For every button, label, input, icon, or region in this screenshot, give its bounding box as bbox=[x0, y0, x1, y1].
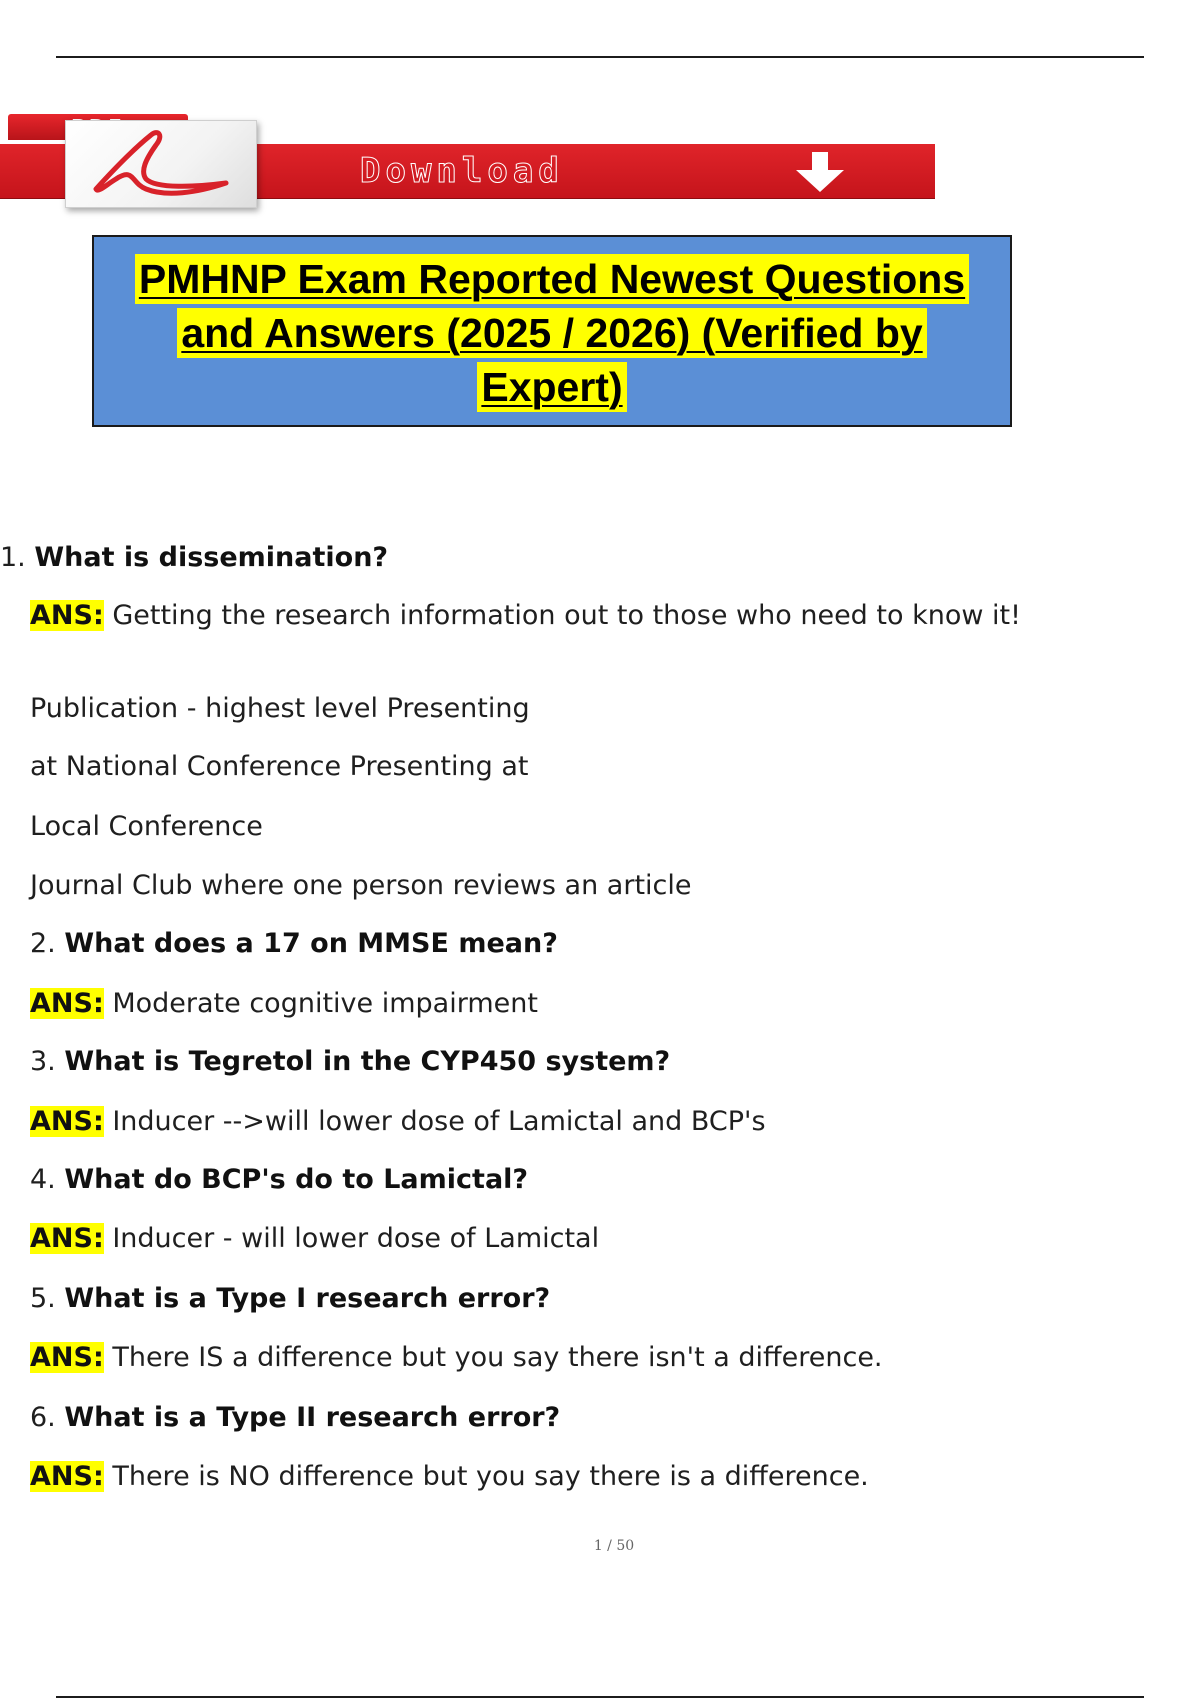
question-text: What is Tegretol in the CYP450 system? bbox=[64, 1046, 671, 1077]
answer-1-detail-3: Local Conference bbox=[30, 811, 263, 842]
question-text: What does a 17 on MMSE mean? bbox=[64, 928, 558, 959]
ans-label: ANS: bbox=[30, 1223, 104, 1254]
ans-label: ANS: bbox=[30, 1461, 104, 1492]
answer-1-detail-1: Publication - highest level Presenting bbox=[30, 693, 530, 724]
answer-2 bbox=[30, 988, 538, 1019]
question-5 bbox=[30, 1283, 550, 1314]
title-line-1: PMHNP Exam Reported Newest Questions bbox=[135, 254, 969, 304]
question-number: 1. bbox=[0, 542, 26, 573]
page-number: 1 / 50 bbox=[593, 1538, 635, 1554]
answer-text: There is NO difference but you say there is a difference. bbox=[112, 1461, 869, 1492]
answer-text: Inducer -->will lower dose of Lamictal and BCP's bbox=[112, 1106, 766, 1137]
question-text: What do BCP's do to Lamictal? bbox=[64, 1164, 529, 1195]
answer-text: Moderate cognitive impairment bbox=[112, 988, 538, 1019]
question-1 bbox=[0, 542, 388, 573]
question-2 bbox=[30, 928, 558, 959]
answer-text: Inducer - will lower dose of Lamictal bbox=[112, 1223, 600, 1254]
top-rule bbox=[56, 56, 1144, 58]
question-number: 4. bbox=[30, 1164, 56, 1195]
download-arrow-icon[interactable] bbox=[790, 150, 850, 194]
answer-1-detail-2: at National Conference Presenting at bbox=[30, 751, 529, 782]
ans-label: ANS: bbox=[30, 1342, 104, 1373]
question-text: What is a Type II research error? bbox=[64, 1402, 561, 1433]
question-number: 2. bbox=[30, 928, 56, 959]
ans-label: ANS: bbox=[30, 1106, 104, 1137]
ans-label: ANS: bbox=[30, 600, 104, 631]
answer-text: Getting the research information out to those who need to know it! bbox=[112, 600, 1021, 631]
question-number: 6. bbox=[30, 1402, 56, 1433]
pdf-document-icon bbox=[65, 120, 257, 208]
question-number: 5. bbox=[30, 1283, 56, 1314]
title-line-2: and Answers (2025 / 2026) (Verified by bbox=[177, 308, 926, 358]
answer-5 bbox=[30, 1342, 883, 1373]
question-4 bbox=[30, 1164, 528, 1195]
title-line-3: Expert) bbox=[477, 362, 626, 412]
question-number: 3. bbox=[30, 1046, 56, 1077]
bottom-rule bbox=[56, 1696, 1144, 1698]
answer-1 bbox=[30, 600, 1021, 631]
question-3 bbox=[30, 1046, 670, 1077]
answer-1-detail-4: Journal Club where one person reviews an article bbox=[30, 870, 692, 901]
question-6 bbox=[30, 1402, 560, 1433]
pdf-download-banner[interactable] bbox=[0, 108, 935, 202]
answer-6 bbox=[30, 1461, 869, 1492]
document-title-box bbox=[92, 235, 1012, 427]
question-text: What is a Type I research error? bbox=[64, 1283, 551, 1314]
acrobat-logo-icon bbox=[76, 127, 246, 203]
question-text: What is dissemination? bbox=[34, 542, 389, 573]
download-label[interactable]: Download bbox=[360, 151, 564, 191]
ans-label: ANS: bbox=[30, 988, 104, 1019]
answer-text: There IS a difference but you say there isn't a difference. bbox=[112, 1342, 883, 1373]
answer-3 bbox=[30, 1106, 766, 1137]
answer-4 bbox=[30, 1223, 599, 1254]
